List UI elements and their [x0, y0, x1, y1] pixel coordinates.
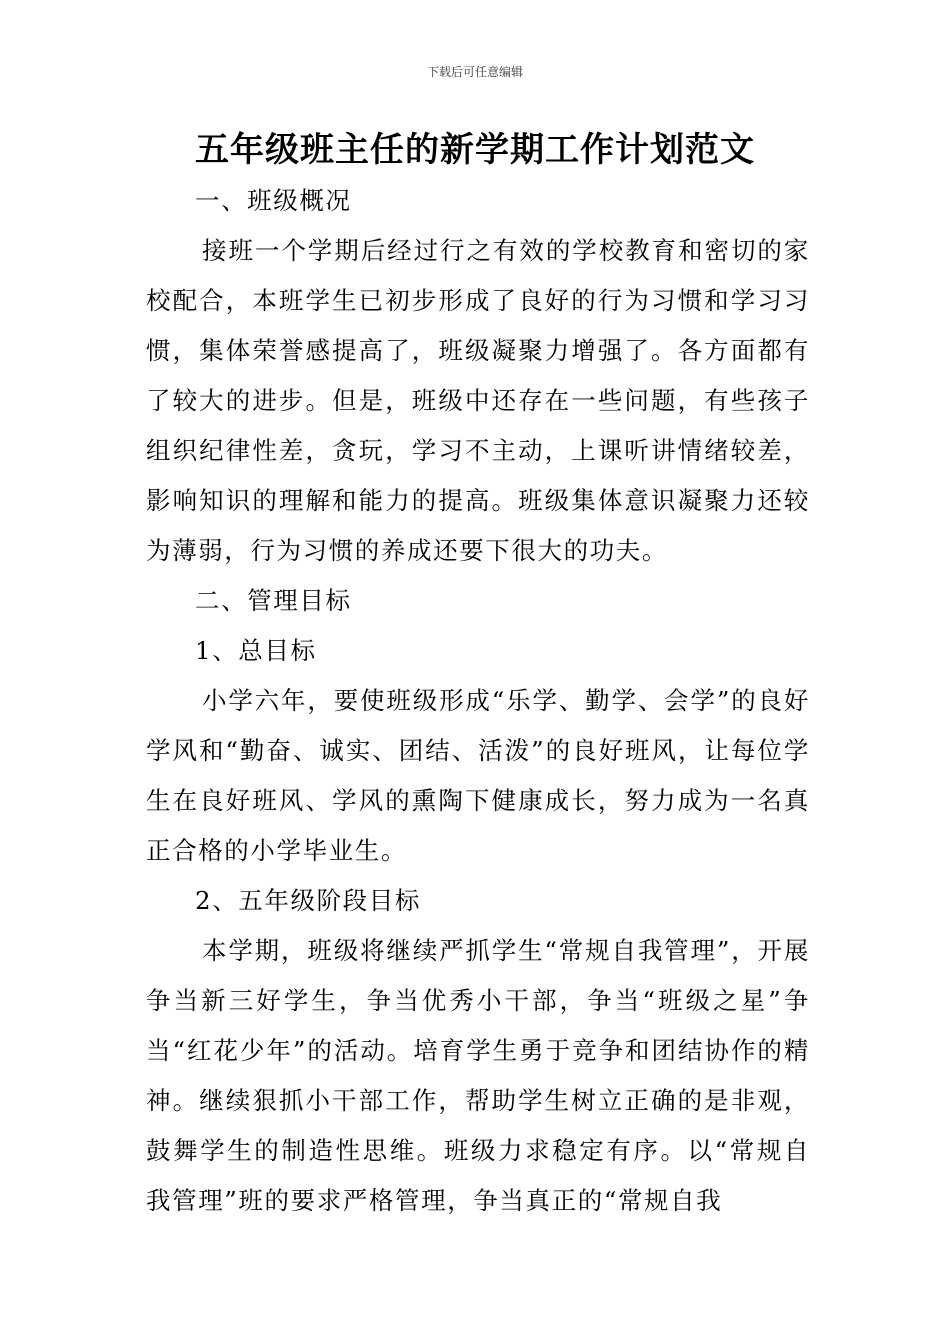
subsection-heading-overall-goal: 1、总目标	[195, 636, 317, 665]
section-heading-class-overview: 一、班级概况	[195, 186, 352, 215]
paragraph-class-overview: 接班一个学期后经过行之有效的学校教育和密切的家校配合，本班学生已初步形成了良好的行为习惯和学习习惯，集体荣誉感提高了，班级凝聚力增强了。各方面都有了较大的进步。但是，班级中还存在一些问题，有些孩子组织纪律性差，贪玩，学习不主动，上课听讲情绪较差，影响知识的理解和能力的提高。班级集体意识凝聚力还较为薄弱，行为习惯的养成还要下很大的功夫。	[146, 236, 810, 565]
paragraph-grade-five-goal: 本学期，班级将继续严抓学生“常规自我管理”，开展争当新三好学生，争当优秀小干部，争当“班级之星”争当“红花少年”的活动。培育学生勇于竞争和团结协作的精神。继续狠抓小干部工作，帮助学生树立正确的是非观，鼓舞学生的制造性思维。班级力求稳定有序。以“常规自我管理”班的要求严格管理，争当真正的“常规自我	[146, 936, 810, 1215]
section-heading-management-goals: 二、管理目标	[195, 586, 352, 615]
subsection-heading-grade-five-goal: 2、五年级阶段目标	[195, 886, 421, 915]
paragraph-overall-goal: 小学六年，要使班级形成“乐学、勤学、会学”的良好学风和“勤奋、诚实、团结、活泼”的良好班风，让每位学生在良好班风、学风的熏陶下健康成长，努力成为一名真正合格的小学毕业生。	[146, 686, 810, 865]
header-note: 下载后可任意编辑	[426, 65, 523, 79]
document-title: 五年级班主任的新学期工作计划范文	[195, 130, 755, 170]
document-body	[146, 176, 810, 1226]
